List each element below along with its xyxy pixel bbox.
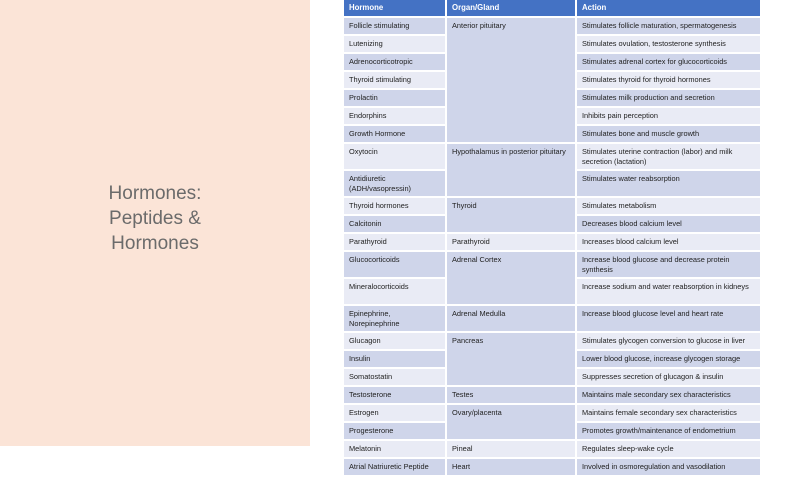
cell-organ: Anterior pituitary	[446, 17, 576, 143]
cell-action: Suppresses secretion of glucagon & insulin	[576, 368, 761, 386]
slide-title-line: Hormones	[111, 233, 199, 254]
cell-hormone: Follicle stimulating	[344, 17, 446, 35]
cell-organ: Adrenal Cortex	[446, 251, 576, 305]
cell-organ: Pineal	[446, 440, 576, 458]
cell-hormone: Thyroid stimulating	[344, 71, 446, 89]
cell-action: Maintains male secondary sex characteristics	[576, 386, 761, 404]
cell-action: Stimulates uterine contraction (labor) and milk secretion (lactation)	[576, 143, 761, 170]
table-row	[344, 17, 761, 35]
table-row	[344, 458, 761, 476]
table-row	[344, 233, 761, 251]
cell-organ: Thyroid	[446, 197, 576, 233]
cell-organ: Pancreas	[446, 332, 576, 386]
cell-action: Stimulates adrenal cortex for glucocorticoids	[576, 53, 761, 71]
hormone-table-container	[344, 0, 761, 477]
cell-hormone: Antidiuretic (ADH/vasopressin)	[344, 170, 446, 197]
cell-hormone: Growth Hormone	[344, 125, 446, 143]
cell-hormone: Glucocorticoids	[344, 251, 446, 278]
cell-hormone: Testosterone	[344, 386, 446, 404]
table-row	[344, 305, 761, 332]
cell-action: Promotes growth/maintenance of endometrium	[576, 422, 761, 440]
cell-action: Maintains female secondary sex characteristics	[576, 404, 761, 422]
slide-title	[0, 181, 310, 256]
cell-organ: Hypothalamus in posterior pituitary	[446, 143, 576, 197]
hormone-table	[344, 0, 762, 477]
header-action: Action	[576, 0, 761, 17]
cell-hormone: Prolactin	[344, 89, 446, 107]
table-header-row	[344, 0, 761, 17]
cell-hormone: Mineralocorticoids	[344, 278, 446, 305]
cell-action: Increase blood glucose level and heart rate	[576, 305, 761, 332]
cell-action: Stimulates milk production and secretion	[576, 89, 761, 107]
cell-organ: Adrenal Medulla	[446, 305, 576, 332]
cell-action: Stimulates thyroid for thyroid hormones	[576, 71, 761, 89]
header-organ: Organ/Gland	[446, 0, 576, 17]
cell-hormone: Melatonin	[344, 440, 446, 458]
cell-hormone: Endorphins	[344, 107, 446, 125]
cell-organ: Parathyroid	[446, 233, 576, 251]
cell-action: Increase blood glucose and decrease protein synthesis	[576, 251, 761, 278]
cell-action: Stimulates bone and muscle growth	[576, 125, 761, 143]
cell-hormone: Epinephrine, Norepinephrine	[344, 305, 446, 332]
cell-organ: Testes	[446, 386, 576, 404]
cell-action: Stimulates water reabsorption	[576, 170, 761, 197]
cell-hormone: Somatostatin	[344, 368, 446, 386]
cell-hormone: Estrogen	[344, 404, 446, 422]
cell-hormone: Insulin	[344, 350, 446, 368]
table-row	[344, 404, 761, 422]
cell-action: Stimulates metabolism	[576, 197, 761, 215]
cell-hormone: Oxytocin	[344, 143, 446, 170]
cell-hormone: Atrial Natriuretic Peptide	[344, 458, 446, 476]
cell-hormone: Glucagon	[344, 332, 446, 350]
table-row	[344, 332, 761, 350]
header-hormone: Hormone	[344, 0, 446, 17]
cell-action: Lower blood glucose, increase glycogen storage	[576, 350, 761, 368]
cell-action: Inhibits pain perception	[576, 107, 761, 125]
cell-action: Stimulates ovulation, testosterone synthesis	[576, 35, 761, 53]
cell-action: Increases blood calcium level	[576, 233, 761, 251]
title-panel	[0, 0, 310, 446]
cell-action: Involved in osmoregulation and vasodilation	[576, 458, 761, 476]
cell-hormone: Thyroid hormones	[344, 197, 446, 215]
cell-action: Decreases blood calcium level	[576, 215, 761, 233]
cell-organ: Heart	[446, 458, 576, 476]
cell-hormone: Lutenizing	[344, 35, 446, 53]
cell-organ: Ovary/placenta	[446, 404, 576, 440]
table-row	[344, 143, 761, 170]
cell-action: Stimulates follicle maturation, spermatogenesis	[576, 17, 761, 35]
table-row	[344, 386, 761, 404]
cell-hormone: Adrenocorticotropic	[344, 53, 446, 71]
table-row	[344, 251, 761, 278]
slide-title-line: Peptides &	[109, 208, 201, 229]
table-row	[344, 440, 761, 458]
slide-title-line: Hormones:	[108, 183, 202, 204]
cell-hormone: Parathyroid	[344, 233, 446, 251]
cell-hormone: Progesterone	[344, 422, 446, 440]
cell-action: Increase sodium and water reabsorption in kidneys	[576, 278, 761, 305]
cell-action: Stimulates glycogen conversion to glucose in liver	[576, 332, 761, 350]
cell-hormone: Calcitonin	[344, 215, 446, 233]
cell-action: Regulates sleep-wake cycle	[576, 440, 761, 458]
table-row	[344, 197, 761, 215]
